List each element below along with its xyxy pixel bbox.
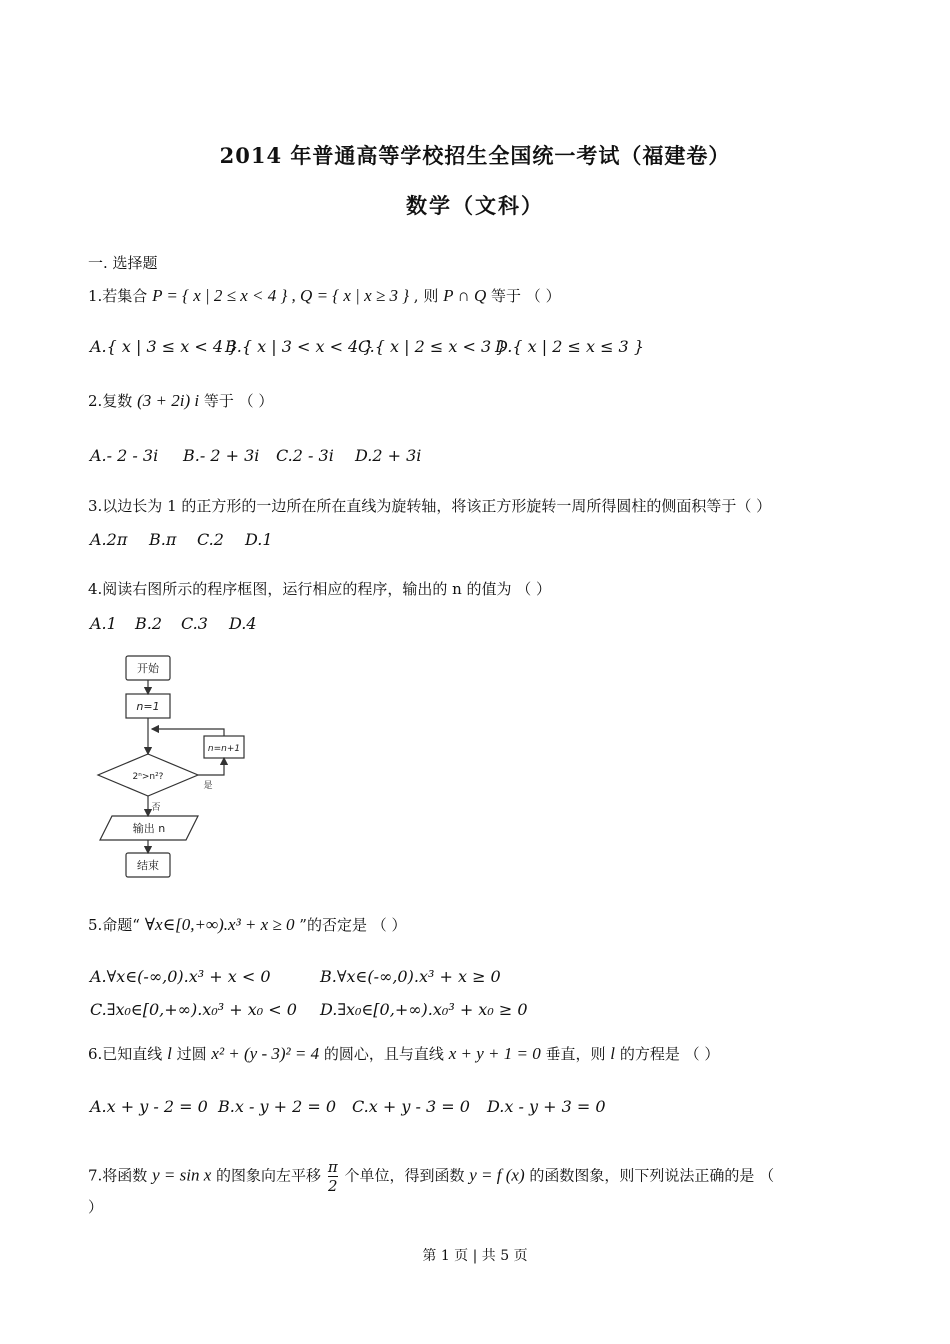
question-7-stem: [88, 1158, 774, 1195]
q1-option-a: A.{ x | 3 ≤ x < 4 }: [90, 337, 239, 356]
q3-option-d: D.1: [245, 530, 273, 549]
q3-option-c: C.2: [197, 530, 224, 549]
page-subtitle: 数学（文科）: [406, 193, 544, 218]
q4-option-d: D.4: [229, 614, 257, 633]
q1-suffix: 等于 （ ）: [491, 287, 561, 305]
flowchart-start-label: 开始: [137, 662, 159, 675]
page-title: 2014 年普通高等学校招生全国统一考试（福建卷）: [219, 143, 731, 168]
q7-function-f: y = f (x): [469, 1165, 525, 1185]
q1-mid: , 则: [413, 287, 439, 305]
q4-option-b: B.2: [135, 614, 163, 633]
q5-prefix: 5.命题“: [88, 916, 140, 934]
q5-option-b: B.∀x∈(-∞,0).x³ + x ≥ 0: [320, 967, 501, 986]
q2-option-b: B.- 2 + 3i: [183, 446, 260, 465]
flowchart-increment-label: n=n+1: [207, 744, 241, 754]
q5-option-c: C.∃x₀∈[0,+∞).x₀³ + x₀ < 0: [90, 1000, 297, 1019]
flowchart-init-label: n=1: [136, 700, 160, 713]
q6-part-d: 垂直，则: [545, 1045, 606, 1063]
q5-suffix: ”的否定是 （ ）: [299, 916, 407, 934]
flowchart-decision-label: 2ⁿ>n²?: [132, 772, 164, 782]
q7-part-b: 的图象向左平移: [216, 1166, 322, 1185]
flowchart-end-label: 结束: [137, 859, 159, 872]
q6-circle-equation: x² + (y - 3)² = 4: [211, 1044, 320, 1063]
flowchart-output-label: 输出 n: [132, 822, 166, 835]
flowchart-no-label: 否: [151, 803, 161, 813]
q1-prefix: 1.若集合: [88, 287, 148, 305]
q6-part-e: 的方程是 （ ）: [619, 1045, 720, 1063]
q7-part-c: 个单位，得到函数: [344, 1166, 465, 1185]
q7-part-d: 的函数图象，则下列说法正确的是 （: [529, 1166, 775, 1185]
q1-set-definition: P = { x | 2 ≤ x < 4 } , Q = { x | x ≥ 3 }: [152, 286, 409, 305]
q6-option-d: D.x - y + 3 = 0: [487, 1097, 606, 1116]
q7-part-a: 7.将函数: [88, 1166, 148, 1185]
q6-var-l: l: [167, 1044, 172, 1063]
q2-expression: (3 + 2i) i: [137, 391, 200, 410]
question-1-stem: [88, 285, 561, 306]
q6-option-a: A.x + y - 2 = 0: [90, 1097, 208, 1116]
q2-option-a: A.- 2 - 3i: [90, 446, 159, 465]
q3-option-a: A.2π: [90, 530, 128, 549]
flowchart: [90, 650, 310, 885]
q4-option-a: A.1: [90, 614, 117, 633]
section-heading: 一. 选择题: [88, 254, 158, 272]
q1-option-b: B.{ x | 3 < x < 4 }: [225, 337, 374, 356]
q1-option-c: C.{ x | 2 ≤ x < 3 }: [358, 337, 507, 356]
q2-suffix: 等于 （ ）: [203, 392, 274, 410]
question-6-stem: [88, 1043, 719, 1064]
q7-closing-paren: ）: [88, 1198, 104, 1216]
question-4-stem: 4.阅读右图所示的程序框图，运行相应的程序，输出的 n 的值为 （ ）: [88, 580, 552, 598]
q7-function: y = sin x: [152, 1165, 212, 1185]
q5-option-d: D.∃x₀∈[0,+∞).x₀³ + x₀ ≥ 0: [320, 1000, 528, 1019]
q6-option-c: C.x + y - 3 = 0: [352, 1097, 470, 1116]
q1-expression: P ∩ Q: [443, 286, 487, 305]
page-footer: 第 1 页 | 共 5 页: [422, 1248, 528, 1264]
q2-option-c: C.2 - 3i: [276, 446, 334, 465]
q4-option-c: C.3: [181, 614, 208, 633]
question-5-stem: [88, 914, 407, 935]
question-2-stem: [88, 390, 273, 411]
q3-option-b: B.π: [149, 530, 177, 549]
q2-option-d: D.2 + 3i: [355, 446, 422, 465]
q2-prefix: 2.复数: [88, 392, 133, 410]
q6-line-equation: x + y + 1 = 0: [448, 1044, 541, 1063]
q6-part-c: 的圆心，且与直线: [323, 1045, 444, 1063]
q7-fraction: [328, 1158, 338, 1195]
q7-fraction-denominator: 2: [327, 1177, 338, 1195]
q6-part-b: 过圆: [176, 1045, 207, 1063]
q1-option-d: D.{ x | 2 ≤ x ≤ 3 }: [495, 337, 644, 356]
question-3-stem: 3.以边长为 1 的正方形的一边所在所在直线为旋转轴，将该正方形旋转一周所得圆柱的侧面积等于（ ）: [88, 497, 772, 515]
q6-option-b: B.x - y + 2 = 0: [218, 1097, 336, 1116]
q7-fraction-numerator: π: [327, 1158, 338, 1176]
q6-var-l-again: l: [610, 1044, 616, 1063]
q6-part-a: 6.已知直线: [88, 1045, 163, 1063]
q5-option-a: A.∀x∈(-∞,0).x³ + x < 0: [90, 967, 271, 986]
q5-expression: ∀x∈[0,+∞).x³ + x ≥ 0: [144, 915, 295, 934]
flowchart-yes-label: 是: [203, 781, 213, 791]
